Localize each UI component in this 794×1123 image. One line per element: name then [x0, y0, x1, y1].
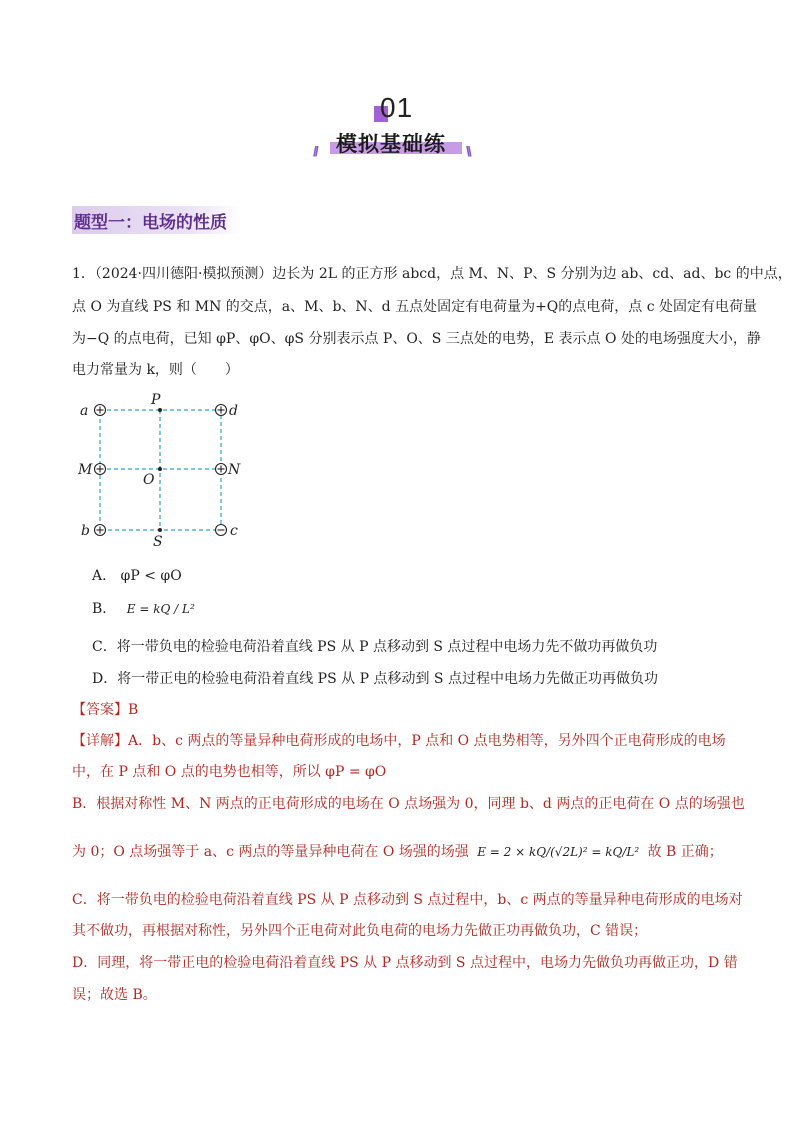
- label-d: d: [229, 403, 238, 419]
- option-a: A． φP < φO: [92, 568, 182, 584]
- label-a: a: [80, 403, 89, 419]
- charge-b: [95, 525, 106, 536]
- explanation-line-8: 误；故选 B。: [72, 987, 157, 1003]
- label-S: S: [153, 534, 163, 550]
- option-b-prefix: B．: [92, 601, 117, 617]
- charge-a: [95, 405, 106, 416]
- explanation-line-4: [72, 842, 723, 862]
- label-N: N: [228, 462, 241, 478]
- section-heading: 题型一：电场的性质: [74, 213, 227, 232]
- label-b: b: [81, 523, 90, 539]
- charge-N: [216, 464, 227, 475]
- question-line-1: 1．（2024·四川德阳·模拟预测）边长为 2L 的正方形 abcd，点 M、N、P、S 分别为边 ab、cd、ad、bc 的中点，: [72, 266, 792, 282]
- label-O: O: [143, 472, 155, 488]
- explanation-line-6: 其不做功，再根据对称性，另外四个正电荷对此负电荷的电场力先做正功再做负功，C 错误；: [72, 923, 648, 939]
- explanation-line-5: C．将一带负电的检验电荷沿着直线 PS 从 P 点移动到 S 点过程中，b、c 两点的等量异种电荷形成的电场对: [72, 892, 743, 908]
- explanation-line-3: B．根据对称性 M、N 两点的正电荷形成的电场在 O 点场强为 0，同理 b、d 两点的正电荷在 O 点的场强也: [72, 796, 745, 812]
- point-O: [158, 467, 162, 471]
- explanation-line-4-text: 为 0；O 点场强等于 a、c 两点的等量异种电荷在 O 场强的场强: [72, 844, 469, 860]
- point-S: [158, 528, 162, 532]
- answer-label: 【答案】B: [72, 702, 139, 718]
- label-P: P: [151, 392, 161, 408]
- explanation-formula: E = 2 × kQ/(√2L)² = kQ/L²: [477, 845, 640, 859]
- label-c: c: [230, 523, 238, 539]
- option-b-formula: E = kQ / L²: [126, 602, 195, 616]
- point-P: [158, 408, 162, 412]
- option-d: D．将一带正电的检验电荷沿着直线 PS 从 P 点移动到 S 点过程中电场力先做正功再做负功: [92, 671, 658, 687]
- explanation-line-7: D．同理，将一带正电的检验电荷沿着直线 PS 从 P 点移动到 S 点过程中，电场力先做负功再做正功，D 错: [72, 955, 738, 971]
- label-M: M: [78, 462, 93, 478]
- charge-c: [216, 525, 227, 536]
- option-c: C．将一带负电的检验电荷沿着直线 PS 从 P 点移动到 S 点过程中电场力先不做功再做负功: [92, 639, 658, 655]
- explanation-line-1: 【详解】A．b、c 两点的等量异种电荷形成的电场中，P 点和 O 点电势相等，另外四个正电荷形成的电场: [72, 733, 726, 749]
- option-b: [92, 598, 195, 618]
- slash-left-decoration: //: [313, 143, 317, 159]
- question-line-2: 点 O 为直线 PS 和 MN 的交点，a、M、b、N、d 五点处固定有电荷量为+Q的点电荷，点 c 处固定有电荷量: [72, 299, 758, 315]
- question-line-3: 为−Q 的点电荷，已知 φP、φO、φS 分别表示点 P、O、S 三点处的电势，E 表示点 O 处的电场强度大小，静: [72, 331, 761, 347]
- explanation-line-2: 中，在 P 点和 O 点的电势也相等，所以 φP = φO: [72, 764, 387, 780]
- question-line-4: 电力常量为 k，则（ ）: [72, 362, 239, 378]
- explanation-line-4-tail: 故 B 正确；: [647, 844, 723, 860]
- charge-d: [216, 405, 227, 416]
- square-charge-diagram: [72, 392, 272, 552]
- charge-M: [95, 464, 106, 475]
- section-number: 01: [380, 92, 414, 123]
- page-title: 模拟基础练: [336, 133, 446, 156]
- slash-right-decoration: \\: [466, 143, 470, 159]
